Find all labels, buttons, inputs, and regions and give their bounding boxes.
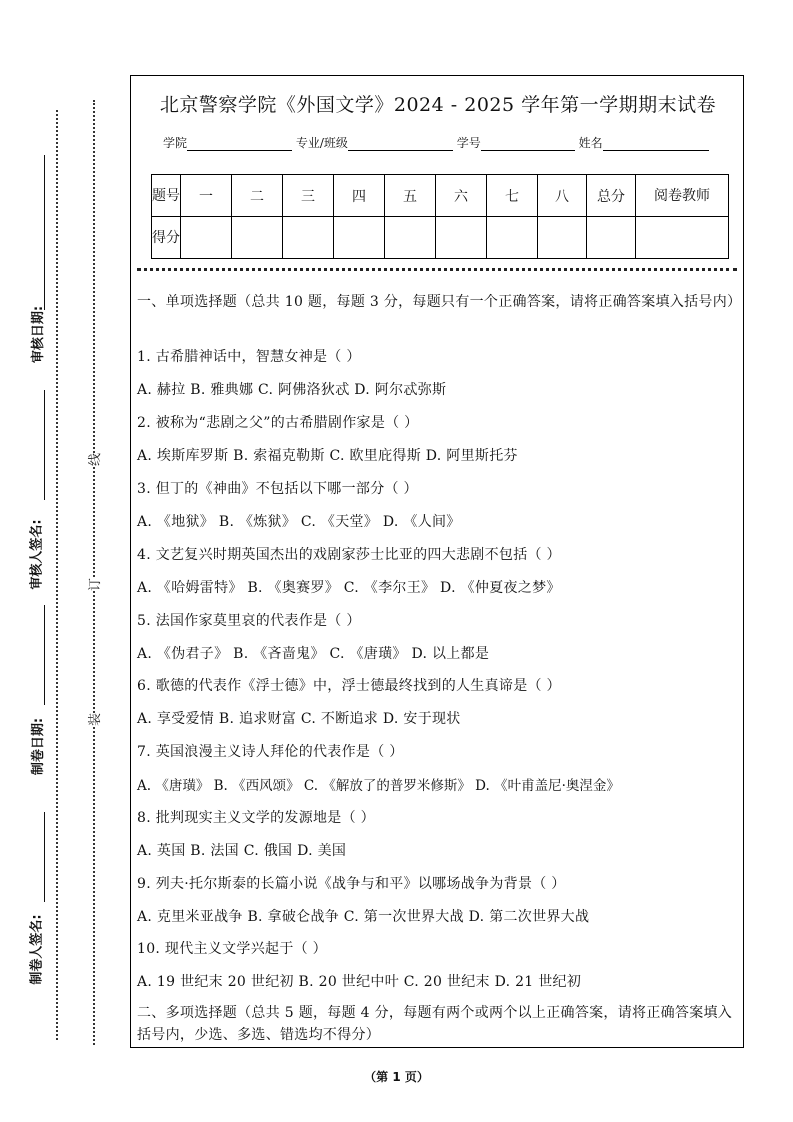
score-cell[interactable] [587, 217, 636, 259]
question-9-options: A. 克里米亚战争 B. 拿破仑战争 C. 第一次世界大战 D. 第二次世界大战 [137, 909, 590, 925]
score-cell[interactable] [283, 217, 334, 259]
dotted-divider [137, 268, 737, 271]
major-label: 专业/班级 [295, 136, 348, 150]
maker-sign-label: 制卷人签名: [29, 914, 45, 985]
question-2: 2. 被称为“悲剧之父”的古希腊剧作家是（ ） [137, 415, 419, 431]
section2-heading: 二、多项选择题（总共 5 题，每题 4 分，每题有两个或两个以上正确答案，请将正确答案填入括号内，少选、多选、错选均不得分） [137, 1005, 733, 1043]
score-cell[interactable] [334, 217, 385, 259]
page-number: （第 1 页） [364, 1070, 429, 1084]
question-9: 9. 列夫·托尔斯泰的长篇小说《战争与和平》以哪场战争为背景（ ） [137, 876, 566, 892]
college-label: 学院 [163, 136, 188, 150]
score-col-7: 七 [487, 175, 538, 217]
question-3-options: A. 《地狱》 B. 《炼狱》 C. 《天堂》 D. 《人间》 [137, 514, 461, 530]
question-7: 7. 英国浪漫主义诗人拜伦的代表作是（ ） [137, 744, 404, 760]
score-cell[interactable] [538, 217, 587, 259]
score-col-grader: 阅卷教师 [636, 175, 729, 217]
score-table-header-label: 题号 [152, 175, 181, 217]
score-col-5: 五 [385, 175, 436, 217]
question-1-options: A. 赫拉 B. 雅典娜 C. 阿佛洛狄忒 D. 阿尔忒弥斯 [137, 382, 447, 398]
exam-frame [130, 75, 744, 1048]
make-date-label: 制卷日期: [31, 717, 47, 776]
student-id-field[interactable] [481, 138, 575, 151]
make-date-line [44, 605, 45, 705]
question-10-options: A. 19 世纪末 20 世纪初 B. 20 世纪中叶 C. 20 世纪末 D. 21 世纪初 [137, 974, 582, 990]
binding-char-xian: 线 [84, 453, 103, 466]
question-2-options: A. 埃斯库罗斯 B. 索福克勒斯 C. 欧里庇得斯 D. 阿里斯托芬 [137, 448, 518, 464]
question-6: 6. 歌德的代表作《浮士德》中，浮士德最终找到的人生真谛是（ ） [137, 678, 561, 694]
score-col-6: 六 [436, 175, 487, 217]
question-5: 5. 法国作家莫里哀的代表作是（ ） [137, 613, 361, 629]
question-8: 8. 批判现实主义文学的发源地是（ ） [137, 810, 375, 826]
major-field[interactable] [348, 138, 453, 151]
question-1: 1. 古希腊神话中，智慧女神是（ ） [137, 349, 361, 365]
score-cell[interactable] [487, 217, 538, 259]
question-4-options: A. 《哈姆雷特》 B. 《奥赛罗》 C. 《李尔王》 D. 《仲夏夜之梦》 [137, 580, 561, 596]
binding-dotted-line-right [93, 100, 95, 1045]
score-cell[interactable] [636, 217, 729, 259]
question-3: 3. 但丁的《神曲》不包括以下哪一部分（ ） [137, 481, 418, 497]
question-5-options: A. 《伪君子》 B. 《吝啬鬼》 C. 《唐璜》 D. 以上都是 [137, 646, 490, 662]
name-label: 姓名 [578, 136, 603, 150]
question-10: 10. 现代主义文学兴起于（ ） [137, 941, 327, 957]
score-cell[interactable] [385, 217, 436, 259]
question-6-options: A. 享受爱情 B. 追求财富 C. 不断追求 D. 安于现状 [137, 711, 461, 727]
reviewer-sign-line [44, 390, 45, 500]
student-info-row [163, 134, 709, 151]
question-7-options: A. 《唐璜》 B. 《西风颂》 C. 《解放了的普罗米修斯》 D. 《叶甫盖尼·奥涅金》 [137, 778, 620, 794]
score-table [151, 174, 729, 259]
name-field[interactable] [603, 138, 709, 151]
exam-title: 北京警察学院《外国文学》2024 - 2025 学年第一学期期末试卷 [159, 94, 717, 116]
student-id-label: 学号 [456, 136, 481, 150]
score-col-1: 一 [181, 175, 232, 217]
reviewer-sign-label: 审核人签名: [29, 519, 45, 590]
score-col-2: 二 [232, 175, 283, 217]
score-cell[interactable] [232, 217, 283, 259]
binding-dotted-line-left [56, 110, 58, 1040]
score-col-8: 八 [538, 175, 587, 217]
score-cell[interactable] [181, 217, 232, 259]
binding-char-ding: 订 [84, 578, 103, 591]
score-col-4: 四 [334, 175, 385, 217]
score-col-3: 三 [283, 175, 334, 217]
question-4: 4. 文艺复兴时期英国杰出的戏剧家莎士比亚的四大悲剧不包括（ ） [137, 547, 561, 563]
review-date-label: 审核日期: [31, 305, 47, 364]
score-cell[interactable] [436, 217, 487, 259]
binding-char-zhuang: 装 [84, 713, 103, 726]
score-col-total: 总分 [587, 175, 636, 217]
review-date-line [44, 155, 45, 310]
score-row-label: 得分 [152, 217, 181, 259]
maker-sign-line [44, 812, 45, 902]
section1-heading: 一、单项选择题（总共 10 题，每题 3 分，每题只有一个正确答案，请将正确答案填入括号内） [137, 294, 742, 310]
college-field[interactable] [187, 138, 292, 151]
question-8-options: A. 英国 B. 法国 C. 俄国 D. 美国 [137, 843, 347, 859]
